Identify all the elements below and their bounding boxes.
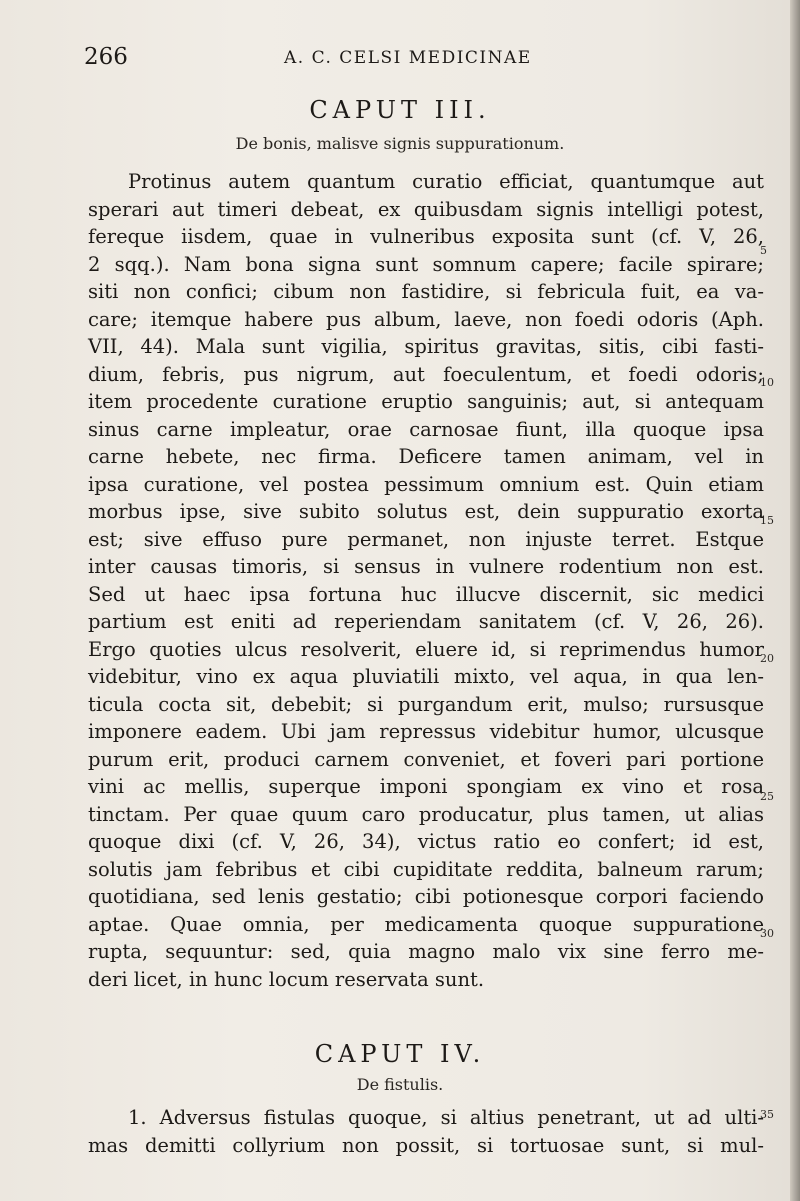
- line-number-margin: 35: [760, 1108, 774, 1121]
- line-number-margin: 5: [760, 244, 767, 257]
- text-line: fereque iisdem, quae in vulneribus exposita sunt (cf. V, 26,: [88, 225, 764, 248]
- text-line: 1. Adversus fistulas quoque, si altius penetrant, ut ad ulti-: [128, 1106, 764, 1129]
- text-line: deri licet, in hunc locum reservata sunt.: [88, 967, 485, 991]
- chapter-4-text: [88, 1104, 764, 1159]
- chapter-3-subtitle: De bonis, malisve signis suppurationum.: [235, 134, 565, 153]
- text-line: sinus carne impleatur, orae carnosae fiunt, illa quoque ipsa: [88, 417, 764, 441]
- chapter-3-title: CAPUT III.: [309, 96, 491, 124]
- text-line: vini ac mellis, superque imponi spongiam ex vino et rosa: [88, 775, 764, 798]
- text-line: quotidiana, sed lenis gestatio; cibi potionesque corpori faciendo: [88, 885, 764, 908]
- text-line: Sed ut haec ipsa fortuna huc illucve discernit, sic medici: [88, 582, 764, 606]
- text-line: dium, febris, pus nigrum, aut foeculentum, et foedi odoris;: [88, 362, 764, 386]
- text-line: Ergo quoties ulcus resolverit, eluere id, si reprimendus humor: [88, 637, 764, 661]
- text-line: purum erit, produci carnem conveniet, et foveri pari portione: [88, 747, 764, 771]
- line-number-margin: 25: [760, 790, 774, 803]
- text-line: sperari aut timeri debeat, ex quibusdam signis intelligi potest,: [88, 197, 764, 221]
- text-line: morbus ipse, sive subito solutus est, dein suppuratio exorta: [88, 500, 764, 523]
- text-line: tinctam. Per quae quum caro producatur, plus tamen, ut alias: [88, 802, 764, 826]
- text-line: carne hebete, nec firma. Deficere tamen animam, vel in: [88, 445, 764, 468]
- page-edge-shadow: [790, 0, 800, 1201]
- line-number-margin: 15: [760, 514, 774, 527]
- chapter-4-subtitle: De fistulis.: [356, 1075, 444, 1094]
- text-line: partium est eniti ad reperiendam sanitatem (cf. V, 26, 26).: [88, 610, 764, 633]
- text-line: mas demitti collyrium non possit, si tortuosae sunt, si mul-: [88, 1133, 764, 1157]
- text-line: quoque dixi (cf. V, 26, 34), victus ratio eo confert; id est,: [88, 830, 764, 853]
- text-line: aptae. Quae omnia, per medicamenta quoque suppuratione: [88, 912, 764, 936]
- chapter-4-title: CAPUT IV.: [314, 1040, 486, 1068]
- text-line: VII, 44). Mala sunt vigilia, spiritus gravitas, sitis, cibi fasti-: [88, 335, 764, 358]
- text-line: Protinus autem quantum curatio efficiat, quantumque aut: [128, 170, 764, 193]
- chapter-3-text: [88, 168, 764, 993]
- line-number-margin: 10: [760, 376, 774, 389]
- text-line: est; sive effuso pure permanet, non injuste terret. Estque: [88, 527, 764, 551]
- text-line: 2 sqq.). Nam bona signa sunt somnum capere; facile spirare;: [88, 252, 764, 276]
- page-number: 266: [84, 44, 128, 70]
- text-line: siti non confici; cibum non fastidire, si febricula fuit, ea va-: [88, 280, 764, 303]
- text-line: rupta, sequuntur: sed, quia magno malo vix sine ferro me-: [88, 940, 764, 963]
- text-line: inter causas timoris, si sensus in vulnere rodentium non est.: [88, 555, 764, 578]
- running-head: A. C. CELSI MEDICINAE: [284, 48, 532, 68]
- line-number-margin: 30: [760, 927, 774, 940]
- text-line: ipsa curatione, vel postea pessimum omnium est. Quin etiam: [88, 472, 764, 496]
- text-line: imponere eadem. Ubi jam repressus videbitur humor, ulcusque: [88, 720, 764, 743]
- text-line: care; itemque habere pus album, laeve, non foedi odoris (Aph.: [88, 307, 764, 331]
- text-line: videbitur, vino ex aqua pluviatili mixto, vel aqua, in qua len-: [88, 665, 764, 688]
- text-line: solutis jam febribus et cibi cupiditate reddita, balneum rarum;: [88, 857, 764, 881]
- line-number-margin: 20: [760, 652, 774, 665]
- text-line: ticula cocta sit, debebit; si purgandum erit, mulso; rursusque: [88, 692, 764, 716]
- text-line: item procedente curatione eruptio sanguinis; aut, si antequam: [88, 390, 764, 413]
- page-header: [84, 44, 764, 72]
